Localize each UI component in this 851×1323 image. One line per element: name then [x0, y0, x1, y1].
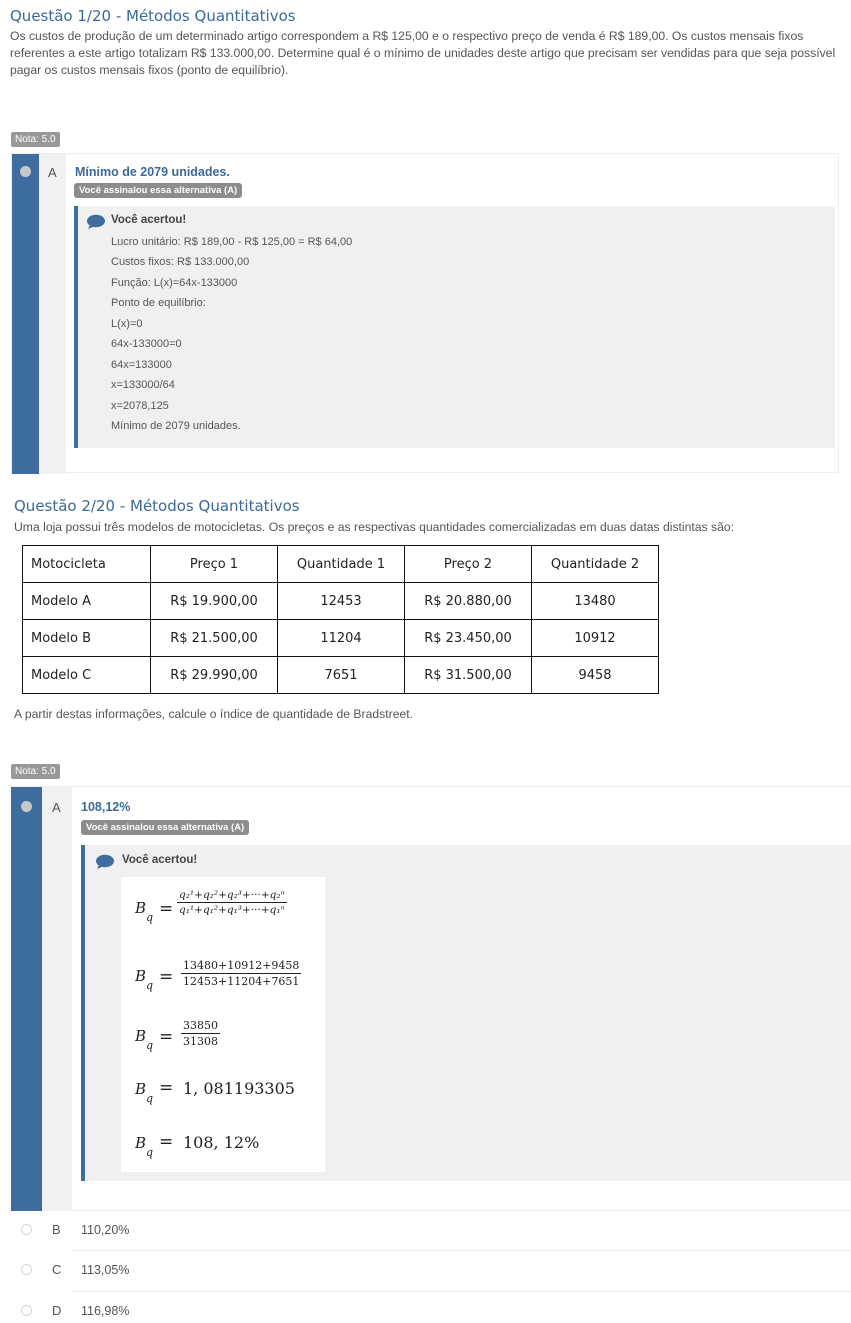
formula-equals: =: [159, 1027, 174, 1047]
formula-symbol: B: [135, 967, 147, 985]
formula-subscript: q: [146, 979, 154, 992]
question-1-title: Questão 1/20 - Métodos Quantitativos: [10, 7, 296, 25]
table-header-cell: Preço 1: [151, 546, 278, 583]
formula-equals: =: [159, 1078, 174, 1098]
selected-alternative-badge: Você assinalou essa alternativa (A): [81, 820, 249, 835]
feedback-line: x=2078,125: [111, 400, 169, 412]
formula-symbol: B: [135, 1134, 147, 1152]
option-letter: B: [52, 1222, 61, 1237]
answer-a-q1[interactable]: [11, 153, 839, 473]
option-b[interactable]: [11, 1211, 851, 1250]
formula-subscript: q: [146, 1092, 154, 1105]
answer-a-q2[interactable]: [11, 786, 851, 1210]
table-row: [23, 657, 659, 694]
grade-badge-q2: Nota: 5.0: [11, 764, 60, 779]
table-row: [23, 620, 659, 657]
formula-equals: =: [159, 899, 174, 919]
option-letter: A: [48, 165, 57, 180]
feedback-heading: Você acertou!: [111, 214, 187, 226]
formula-symbol: B: [135, 1027, 147, 1045]
feedback-line: Função: L(x)=64x-133000: [111, 277, 238, 289]
option-d[interactable]: [11, 1292, 851, 1323]
feedback-line: Custos fixos: R$ 133.000,00: [111, 256, 250, 268]
feedback-line: x=133000/64: [111, 379, 175, 391]
motorcycle-table: [22, 545, 659, 694]
radio-icon[interactable]: [21, 1305, 32, 1316]
formula-equals: =: [159, 967, 174, 987]
formula-equals: =: [159, 1132, 174, 1152]
table-cell: 11204: [278, 620, 405, 657]
feedback-line: L(x)=0: [111, 318, 143, 330]
formula-subscript: q: [146, 911, 154, 924]
table-cell: 10912: [532, 620, 659, 657]
table-cell: Modelo B: [23, 620, 151, 657]
fraction-numerator: q₂¹+q₂²+q₂³+···+q₂ⁿ: [179, 889, 285, 901]
table-header-row: [23, 546, 659, 583]
answer-title: Mínimo de 2079 unidades.: [75, 165, 230, 179]
grade-badge-q1: Nota: 5.0: [11, 132, 60, 147]
letter-column: [39, 154, 66, 474]
question-2-text: Uma loja possui três modelos de motocicletas. Os preços e as respectivas quantidades comercializadas em duas datas distintas são:: [14, 520, 735, 534]
table-row: [23, 583, 659, 620]
formula-fraction: [181, 959, 301, 988]
table-cell: R$ 23.450,00: [405, 620, 532, 657]
feedback-box: [74, 206, 835, 448]
feedback-line: Lucro unitário: R$ 189,00 - R$ 125,00 = R$ 64,00: [111, 236, 353, 248]
radio-icon[interactable]: [21, 1264, 32, 1275]
speech-bubble-icon: [95, 854, 115, 870]
table-cell: R$ 20.880,00: [405, 583, 532, 620]
radio-icon[interactable]: [21, 1224, 32, 1235]
letter-column: [42, 787, 72, 1211]
question-1-text: Os custos de produção de um determinado artigo correspondem a R$ 125,00 e o respectivo preço de venda é R$ 189,00. Os custos mensais fixos referentes a este artigo totalizam R$ 133.000,00. Determine qual é o mínimo de unidades deste artigo que precisam ser vendidas para que seja possível pagar os custos mensais fixos (ponto de equilíbrio).: [10, 29, 836, 77]
fraction-numerator: 33850: [183, 1019, 218, 1032]
table-header-cell: Preço 2: [405, 546, 532, 583]
fraction-numerator: 13480+10912+9458: [183, 959, 300, 972]
fraction-denominator: 12453+11204+7651: [183, 975, 300, 988]
table-cell: 12453: [278, 583, 405, 620]
selected-bar: [11, 787, 42, 1211]
question-2-title: Questão 2/20 - Métodos Quantitativos: [14, 497, 300, 515]
option-letter: D: [52, 1303, 62, 1318]
fraction-denominator: q₁¹+q₁²+q₁³+···+q₁ⁿ: [179, 904, 285, 916]
feedback-line: Ponto de equilíbrio:: [111, 297, 206, 309]
feedback-line: 64x=133000: [111, 359, 172, 371]
formula-symbol: B: [135, 1080, 147, 1098]
radio-selected-icon[interactable]: [21, 801, 32, 812]
option-text: 116,98%: [81, 1304, 130, 1318]
option-text: 113,05%: [81, 1263, 130, 1277]
option-c[interactable]: [11, 1251, 851, 1291]
formula-result: 108, 12%: [183, 1133, 260, 1152]
feedback-box: [81, 845, 851, 1181]
table-cell: Modelo C: [23, 657, 151, 694]
table-header-cell: Quantidade 1: [278, 546, 405, 583]
table-cell: R$ 31.500,00: [405, 657, 532, 694]
table-header-cell: Motocicleta: [23, 546, 151, 583]
option-letter: C: [52, 1262, 62, 1277]
selected-bar: [12, 154, 39, 474]
table-cell: 13480: [532, 583, 659, 620]
feedback-line: Mínimo de 2079 unidades.: [111, 420, 241, 432]
radio-selected-icon[interactable]: [20, 166, 31, 177]
formula-subscript: q: [146, 1146, 154, 1159]
table-cell: Modelo A: [23, 583, 151, 620]
option-text: 110,20%: [81, 1223, 130, 1237]
table-cell: R$ 29.990,00: [151, 657, 278, 694]
formula-subscript: q: [146, 1039, 154, 1052]
answer-title: 108,12%: [81, 800, 131, 814]
formula-image: [121, 877, 325, 1172]
table-cell: 9458: [532, 657, 659, 694]
table-cell: R$ 21.500,00: [151, 620, 278, 657]
feedback-heading: Você acertou!: [122, 854, 198, 866]
feedback-line: 64x-133000=0: [111, 338, 182, 350]
formula-result: 1, 081193305: [183, 1079, 295, 1098]
table-cell: R$ 19.900,00: [151, 583, 278, 620]
formula-fraction: [177, 889, 287, 916]
selected-alternative-badge: Você assinalou essa alternativa (A): [74, 183, 242, 198]
speech-bubble-icon: [86, 214, 106, 230]
formula-fraction: [181, 1019, 220, 1048]
question-2-instruction: A partir destas informações, calcule o índice de quantidade de Bradstreet.: [14, 707, 414, 721]
fraction-denominator: 31308: [183, 1035, 218, 1048]
table-cell: 7651: [278, 657, 405, 694]
table-header-cell: Quantidade 2: [532, 546, 659, 583]
formula-symbol: B: [135, 899, 147, 917]
option-letter: A: [52, 800, 61, 815]
